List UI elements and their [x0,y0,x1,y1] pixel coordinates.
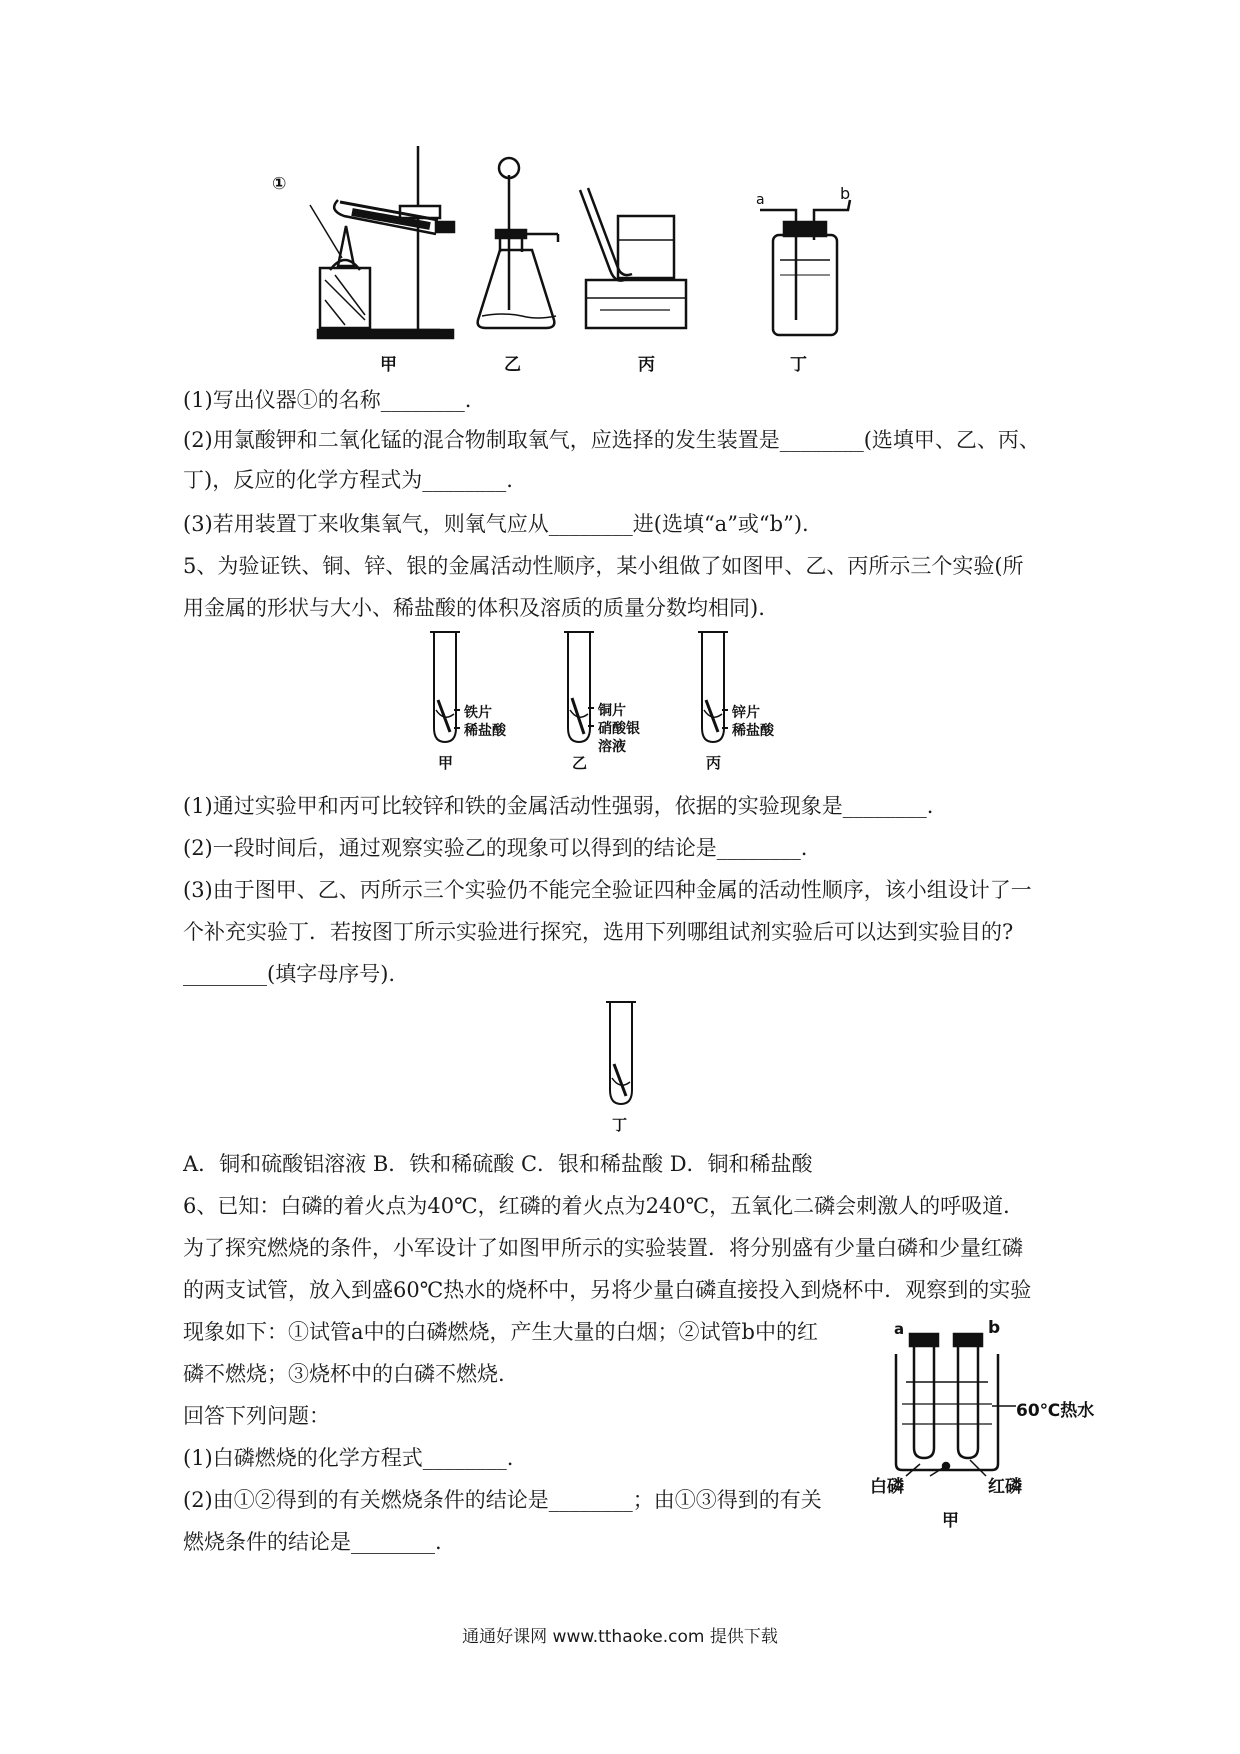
test-tube-ding-drawing [600,998,640,1118]
test-tubes-figure [420,628,820,778]
tube-jia-caption: 甲 [438,754,454,772]
combustion-caption: 甲 [942,1511,959,1531]
combustion-label-white-phosphorus: 白磷 [870,1477,904,1497]
apparatus-caption-yi: 乙 [504,355,521,375]
port-a-label: a [756,192,765,208]
q6-line4: 现象如下：①试管a中的白磷燃烧，产生大量的白烟；②试管b中的红 [183,1320,818,1344]
combustion-label-red-phosphorus: 红磷 [988,1477,1022,1497]
q4-part2-line1: (2)用氯酸钾和二氧化锰的混合物制取氧气，应选择的发生装置是________(选填甲、乙、丙、 [183,428,1040,452]
tube-yi-label-metal: 铜片 [598,703,626,719]
q6-line8: (2)由①②得到的有关燃烧条件的结论是________；由①③得到的有关 [183,1488,822,1512]
tube-yi-caption: 乙 [572,754,588,772]
port-b-label: b [840,184,851,203]
tube-yi-label-solution-2: 溶液 [598,739,626,755]
q4-part2-line2: 丁)，反应的化学方程式为________. [183,468,513,492]
q6-line7: (1)白磷燃烧的化学方程式________. [183,1446,514,1470]
tube-yi-label-solution: 硝酸银 [598,721,640,737]
q6-line3: 的两支试管，放入到盛60℃热水的烧杯中，另将少量白磷直接投入到烧杯中．观察到的实验 [183,1278,1032,1302]
q5-part3-line3: ________(填字母序号). [183,962,396,986]
tube-jia-label-metal: 铁片 [464,705,492,721]
apparatus-figure [272,140,950,380]
q5-options: A．铜和硫酸铝溶液 B．铁和稀硫酸 C．银和稀盐酸 D．铜和稀盐酸 [183,1152,813,1176]
q5-part3-line2: 个补充实验丁．若按图丁所示实验进行探究，选用下列哪组试剂实验后可以达到实验目的? [183,920,1014,944]
q6-line9: 燃烧条件的结论是________. [183,1530,442,1554]
instrument-marker: ① [272,174,287,194]
apparatus-caption-ding: 丁 [790,355,807,375]
apparatus-caption-bing: 丙 [638,355,655,375]
q5-intro-line2: 用金属的形状与大小、稀盐酸的体积及溶质的质量分数均相同). [183,596,765,620]
q5-intro-line1: 5、为验证铁、铜、锌、银的金属活动性顺序，某小组做了如图甲、乙、丙所示三个实验(所 [183,554,1024,578]
page-footer: 通通好课网 www.tthaoke.com 提供下载 [462,1627,778,1647]
combustion-label-water: 60℃热水 [1016,1401,1095,1421]
test-tube-ding-figure [600,998,640,1138]
combustion-figure [866,1320,1106,1530]
q5-part3-line1: (3)由于图甲、乙、丙所示三个实验仍不能完全验证四种金属的活动性顺序，该小组设计了一 [183,878,1032,902]
tube-jia-label-acid: 稀盐酸 [464,723,506,739]
q6-line1: 6、已知：白磷的着火点为40℃，红磷的着火点为240℃，五氧化二磷会刺激人的呼吸道． [183,1194,1025,1218]
q5-part1: (1)通过实验甲和丙可比较锌和铁的金属活动性强弱，依据的实验现象是________. [183,794,934,818]
tube-bing-label-metal: 锌片 [732,705,760,721]
q4-part1: (1)写出仪器①的名称________. [183,388,472,412]
q5-part2: (2)一段时间后，通过观察实验乙的现象可以得到的结论是________. [183,836,808,860]
q6-line2: 为了探究燃烧的条件，小军设计了如图甲所示的实验装置．将分别盛有少量白磷和少量红磷 [183,1236,1023,1260]
q4-part3: (3)若用装置丁来收集氧气，则氧气应从________进(选填“a”或“b”). [183,512,809,536]
tube-bing-caption: 丙 [706,754,722,772]
q6-line6: 回答下列问题： [183,1404,330,1428]
combustion-label-a: a [894,1320,905,1338]
tube-bing-label-acid: 稀盐酸 [732,723,774,739]
q6-line5: 磷不燃烧；③烧杯中的白磷不燃烧. [183,1362,505,1386]
apparatus-caption-jia: 甲 [380,355,397,375]
tube-ding-caption: 丁 [612,1116,628,1134]
apparatus-drawing [290,140,950,380]
combustion-label-b: b [988,1318,1001,1338]
